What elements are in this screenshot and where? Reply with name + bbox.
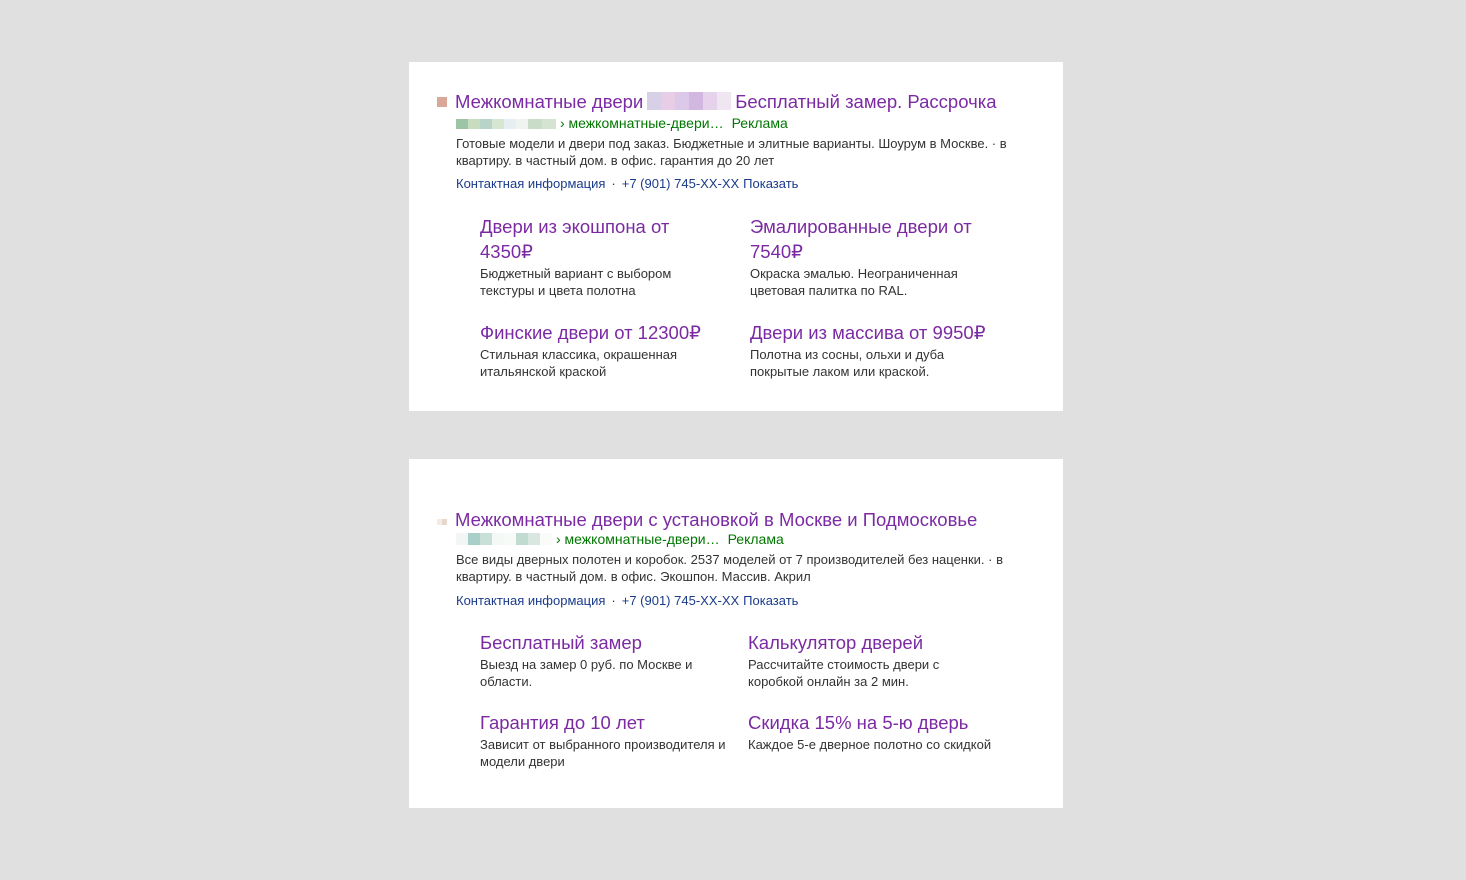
ad-title-part1: Межкомнатные двери — [455, 91, 644, 112]
redacted-domain-icon — [456, 533, 552, 545]
phone-number: +7 (901) 745-XX-XX — [621, 176, 740, 191]
sitelink-desc: Зависит от выбранного производителя и модели двери — [480, 737, 726, 769]
sitelink — [748, 710, 993, 753]
sitelink — [480, 214, 725, 299]
ad-url-row — [456, 115, 788, 131]
ad-title-link[interactable] — [455, 91, 997, 112]
sitelink — [748, 630, 993, 690]
favicon-icon — [437, 519, 447, 525]
sitelink-desc: Рассчитайте стоимость двери с коробкой онлайн за 2 мин. — [748, 657, 940, 689]
ad-url-path[interactable]: › межкомнатные-двери… — [556, 531, 720, 547]
ad-description: Все виды дверных полотен и коробок. 2537 моделей от 7 производителей без наценки. · в квартиру. в частный дом. в офис. Экошпон. Массив. Акрил — [456, 552, 1003, 584]
sitelink — [750, 320, 995, 380]
ad-card-2 — [409, 459, 1063, 808]
sitelink-title[interactable]: Скидка 15% на 5-ю дверь — [748, 712, 969, 733]
ad-title-part2: Бесплатный замер. Рассрочка — [735, 91, 997, 112]
sitelink — [480, 630, 725, 690]
favicon-icon — [437, 97, 447, 107]
sitelink — [750, 214, 995, 299]
sitelink-title[interactable]: Калькулятор дверей — [748, 632, 924, 653]
redacted-brand-icon — [647, 92, 731, 110]
ad-contact-row — [456, 593, 798, 609]
ad-contact-row — [456, 176, 798, 192]
sitelink-desc: Выезд на замер 0 руб. по Москве и области. — [480, 657, 693, 689]
phone-number: +7 (901) 745-XX-XX — [621, 593, 740, 608]
show-phone-link[interactable]: Показать — [743, 593, 799, 608]
sitelink-desc: Стильная классика, окрашенная итальянской краской — [480, 347, 678, 379]
sitelink-title[interactable]: Финские двери от 12300₽ — [480, 322, 701, 343]
show-phone-link[interactable]: Показать — [743, 176, 799, 191]
sitelink-desc: Бюджетный вариант с выбором текстуры и цвета полотна — [480, 266, 672, 298]
sitelink-desc: Каждое 5-е дверное полотно со скидкой — [748, 737, 992, 752]
separator: · — [611, 176, 616, 191]
ad-url-row — [456, 531, 784, 547]
ad-label: Реклама — [731, 115, 788, 131]
ad-card-1 — [409, 62, 1063, 411]
ad-title-row — [437, 91, 997, 113]
ad-description: Готовые модели и двери под заказ. Бюджетные и элитные варианты. Шоурум в Москве. · в квартиру. в частный дом. в офис. гарантия до 20 лет — [456, 136, 1007, 168]
ad-title-link[interactable]: Межкомнатные двери с установкой в Москве и Подмосковье — [455, 509, 978, 530]
sitelink-title[interactable]: Гарантия до 10 лет — [480, 712, 645, 733]
contact-info-link[interactable]: Контактная информация — [456, 593, 606, 608]
sitelink-title[interactable]: Бесплатный замер — [480, 632, 642, 653]
contact-info-link[interactable]: Контактная информация — [456, 176, 606, 191]
ad-label: Реклама — [727, 531, 784, 547]
sitelink-title[interactable]: Эмалированные двери от 7540₽ — [750, 216, 972, 262]
sitelink-desc: Полотна из сосны, ольхи и дуба покрытые лаком или краской. — [750, 347, 945, 379]
separator: · — [611, 593, 616, 608]
sitelink — [480, 710, 735, 770]
redacted-domain-icon — [456, 119, 556, 129]
sitelink-title[interactable]: Двери из экошпона от 4350₽ — [480, 216, 670, 262]
ad-url-path[interactable]: › межкомнатные-двери… — [560, 115, 724, 131]
sitelink-title[interactable]: Двери из массива от 9950₽ — [750, 322, 986, 343]
sitelink — [480, 320, 725, 380]
ad-title-row — [437, 509, 977, 531]
sitelink-desc: Окраска эмалью. Неограниченная цветовая палитка по RAL. — [750, 266, 958, 298]
